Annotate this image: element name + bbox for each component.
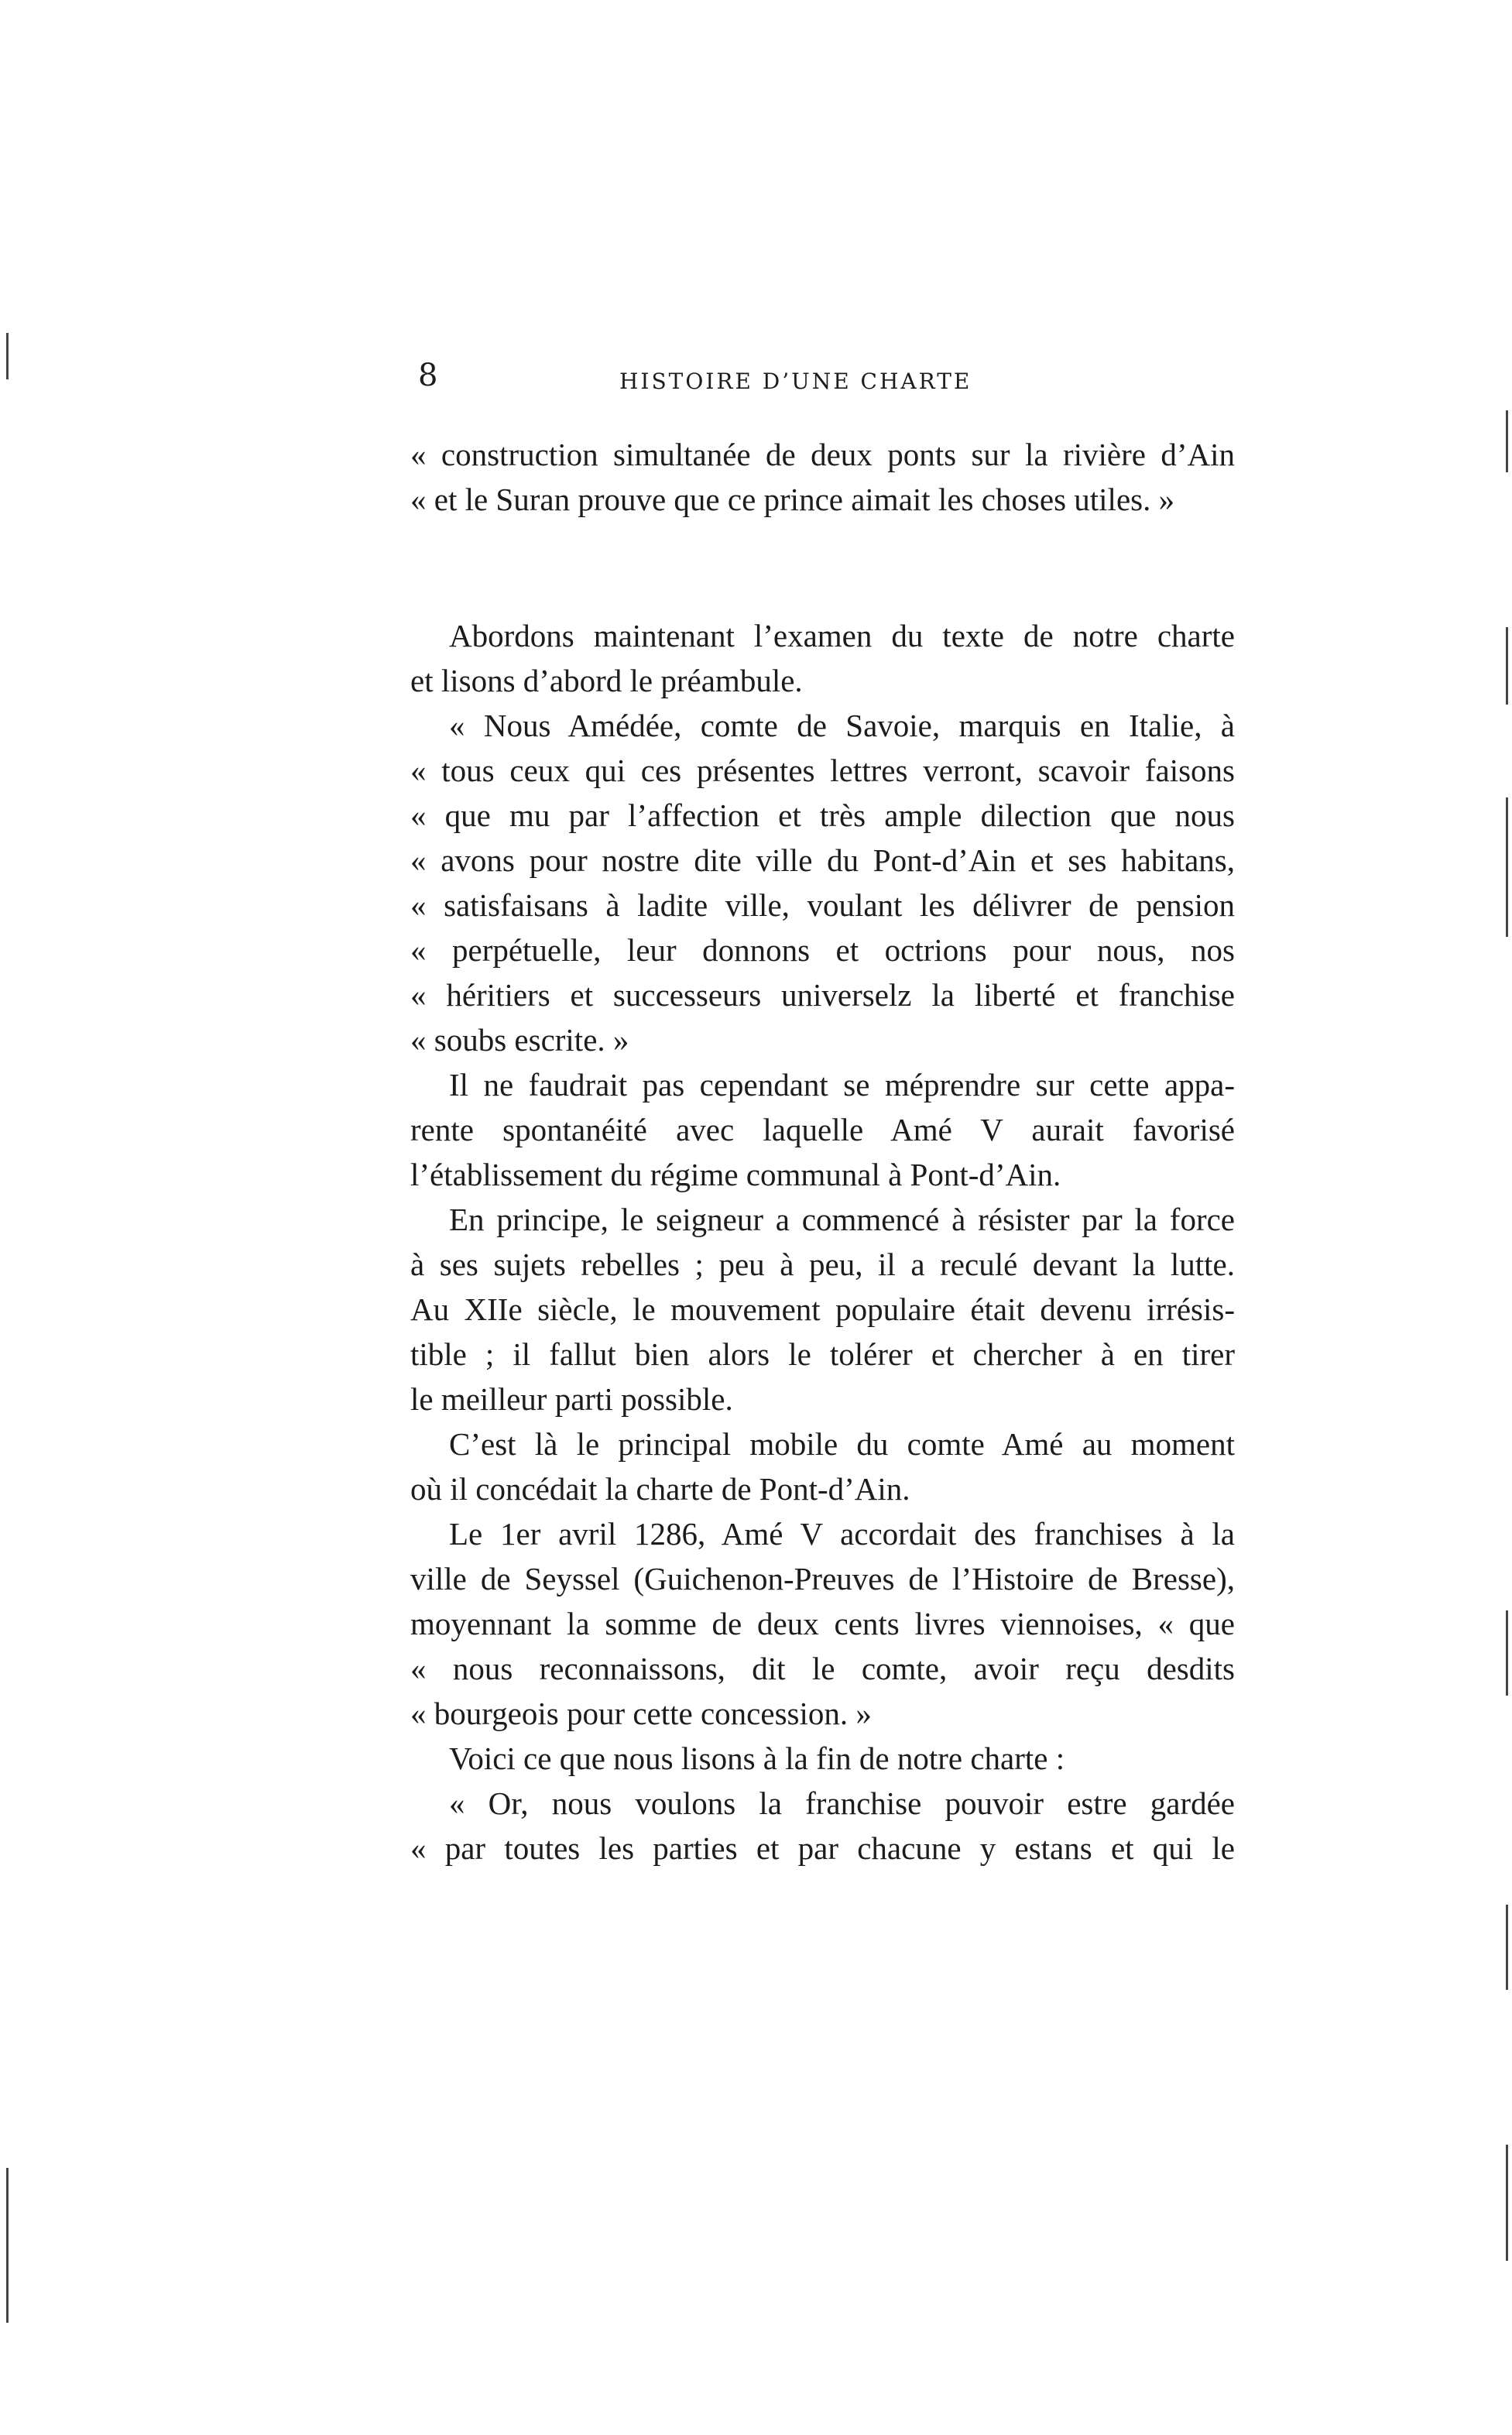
text-line: « que mu par l’affection et très ample dilection que nous [410, 797, 1235, 833]
text-line: ville de Seyssel (Guichenon-Preuves de l’Histoire de Bresse), [410, 1561, 1235, 1596]
text-line: où il concédait la charte de Pont-d’Ain. [410, 1471, 910, 1507]
text-line: « soubs escrite. » [410, 1022, 629, 1058]
text-line: rente spontanéité avec laquelle Amé V aurait favorisé [410, 1112, 1235, 1147]
text-line: « perpétuelle, leur donnons et octrions pour nous, nos [410, 932, 1235, 968]
text-line: « Nous Amédée, comte de Savoie, marquis en Italie, à [449, 708, 1235, 743]
top-quote [410, 432, 1235, 522]
text-line: C’est là le principal mobile du comte Amé au moment [449, 1426, 1235, 1462]
text-line: « tous ceux qui ces présentes lettres verront, scavoir faisons [410, 753, 1235, 788]
text-line: l’établissement du régime communal à Pont-d’Ain. [410, 1157, 1061, 1192]
text-line: Voici ce que nous lisons à la fin de notre charte : [449, 1741, 1065, 1776]
scan-edge-mark [6, 333, 9, 379]
text-line: tible ; il fallut bien alors le tolérer et chercher à en tirer [410, 1336, 1235, 1372]
text-line: « bourgeois pour cette concession. » [410, 1696, 872, 1731]
text-line: « satisfaisans à ladite ville, voulant les délivrer de pension [410, 887, 1235, 923]
text-line: le meilleur parti possible. [410, 1381, 733, 1417]
scan-edge-mark [1506, 2145, 1508, 2261]
text-line: à ses sujets rebelles ; peu à peu, il a reculé devant la lutte. [410, 1247, 1235, 1282]
text-line: moyennant la somme de deux cents livres viennoises, « que [410, 1606, 1235, 1641]
text-line: Au XIIe siècle, le mouvement populaire était devenu irrésis- [410, 1291, 1235, 1327]
text-line: Abordons maintenant l’examen du texte de notre charte [449, 618, 1235, 653]
text-line: et lisons d’abord le préambule. [410, 663, 803, 698]
scan-edge-mark [1506, 627, 1508, 705]
text-line: « avons pour nostre dite ville du Pont-d’Ain et ses habitans, [410, 842, 1235, 878]
text-line: En principe, le seigneur a commencé à résister par la force [449, 1202, 1235, 1237]
text-line: « construction simultanée de deux ponts sur la rivière d’Ain [410, 437, 1235, 472]
running-title: HISTOIRE D’UNE CHARTE [619, 369, 972, 394]
scan-edge-mark [6, 2168, 9, 2323]
scan-edge-mark [1506, 410, 1508, 472]
text-line: « héritiers et successeurs universelz la liberté et franchise [410, 977, 1235, 1013]
scan-edge-mark [1506, 1610, 1508, 1696]
text-line: « et le Suran prouve que ce prince aimait les choses utiles. » [410, 482, 1175, 517]
scan-edge-mark [1506, 1905, 1508, 1990]
text-line: Le 1er avril 1286, Amé V accordait des franchises à la [449, 1516, 1235, 1552]
body-text [410, 613, 1235, 1871]
text-line: « Or, nous voulons la franchise pouvoir estre gardée [449, 1785, 1235, 1821]
text-line: « nous reconnaissons, dit le comte, avoir reçu desdits [410, 1651, 1235, 1686]
page-header [410, 358, 1235, 404]
page-number: 8 [418, 358, 438, 393]
scan-edge-mark [1506, 797, 1508, 937]
text-line: « par toutes les parties et par chacune y estans et qui le [410, 1830, 1235, 1866]
text-line: Il ne faudrait pas cependant se méprendre sur cette appa- [449, 1067, 1235, 1103]
